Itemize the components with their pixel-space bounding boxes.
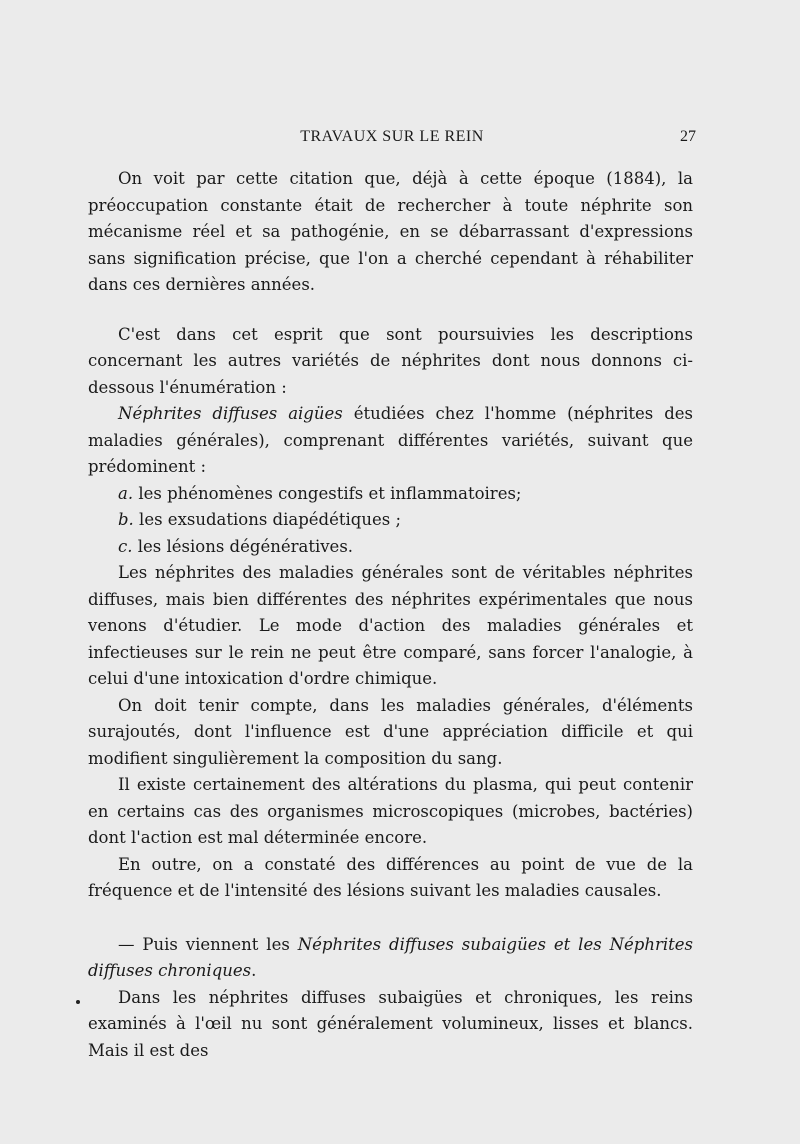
list-item xyxy=(88,481,693,508)
paragraph-8-italic: Néphrites diffuses subaigües et les Néphrites diffuses chroniques xyxy=(88,934,693,980)
list-item-label: a. xyxy=(118,483,134,503)
paragraph-5: On doit tenir compte, dans les maladies générales, d'éléments surajoutés, dont l'influence est d'une appréciation difficile et qui modifient singulièrement la composition du sang. xyxy=(88,695,693,768)
list-item-text: les phénomènes congestifs et inflammatoires; xyxy=(133,483,522,503)
paragraph-7: En outre, on a constaté des différences au point de vue de la fréquence et de l'intensité des lésions suivant les maladies causales. xyxy=(88,854,693,900)
paragraph-1: On voit par cette citation que, déjà à cette époque (1884), la préoccupation constante était de rechercher à toute néphrite son mécanisme réel et sa pathogénie, en se débarrassant d'expressions sans signification précise, que l'on a cherché cependant à réhabiliter dans ces dernières années. xyxy=(88,169,693,294)
paragraph-4: Les néphrites des maladies générales sont de véritables néphrites diffuses, mais bien différentes des néphrites expérimentales que nous venons d'étudier. Le mode d'action des maladies générales et infectieuses sur le rein ne peut être comparé, sans forcer l'analogie, à celui d'une intoxication d'ordre chimique. xyxy=(88,563,693,688)
list-item xyxy=(88,507,693,534)
paragraph-9: Dans les néphrites diffuses subaigües et chroniques, les reins examinés à l'œil nu sont généralement volumineux, lisses et blancs. Mais il est des xyxy=(88,987,693,1060)
paragraph-8-lead: — Puis viennent les xyxy=(118,934,298,954)
list-item-label: c. xyxy=(118,536,133,556)
paragraph-6: Il existe certainement des altérations du plasma, qui peut contenir en certains cas des organismes microscopiques (microbes, bactéries) dont l'action est mal déterminée encore. xyxy=(88,775,693,847)
list-item-text: les exsudations diapédétiques ; xyxy=(133,510,402,529)
list-item-label: b. xyxy=(118,510,134,529)
paragraph-8-end: . xyxy=(251,961,257,980)
list-item xyxy=(88,534,693,561)
page-number: 27 xyxy=(680,128,696,145)
running-title: TRAVAUX SUR LE REIN xyxy=(300,128,484,145)
body-text xyxy=(88,166,693,1064)
paragraph-2: C'est dans cet esprit que sont poursuivies les descriptions concernant les autres variétés de néphrites dont nous donnons ci-dessous l'énumération : xyxy=(88,324,693,397)
page-header xyxy=(88,128,696,154)
list-item-text: les lésions dégénératives. xyxy=(132,536,354,556)
paragraph-3 xyxy=(88,401,693,481)
paragraph-3-text: étudiées chez l'homme (néphrites des maladies générales), comprenant différentes variétés, suivant que prédominent : xyxy=(88,404,693,476)
paragraph-8 xyxy=(88,932,693,985)
paragraph-3-italic: Néphrites diffuses aigües xyxy=(118,404,343,423)
ink-speck xyxy=(76,1000,80,1004)
